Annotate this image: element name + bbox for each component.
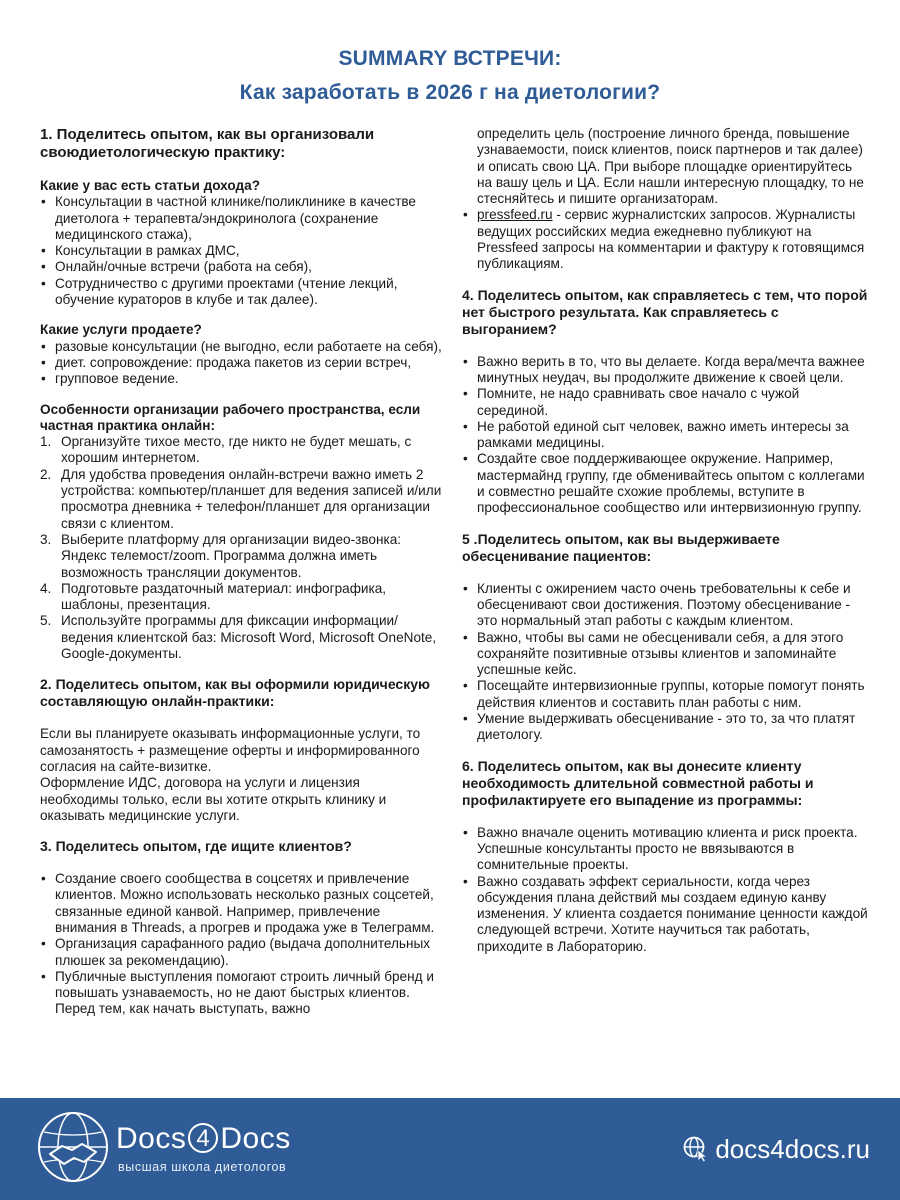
income-list <box>40 194 442 308</box>
list-item: • Онлайн/очные встречи (работа на себя), <box>40 259 442 275</box>
item-number: 2. <box>40 466 52 482</box>
list-item: • разовые консультации (не выгодно, если работаете на себя), <box>40 339 442 355</box>
list-item: • Умение выдерживать обесценивание - это то, за что платят диетологу. <box>462 711 870 744</box>
item-number: 3. <box>40 531 52 547</box>
item-number: 5. <box>40 613 52 629</box>
item-number: 4. <box>40 580 52 596</box>
section-4-heading: 4. Поделитесь опытом, как справляетесь с тем, что порой нет быстрого результата. Как справляетесь с выгоранием? <box>462 286 868 337</box>
logo-docs-text: Docs <box>116 1122 187 1155</box>
list-item: • Посещайте интервизионные группы, которые помогут понять действия клиентов и составить план работы с ним. <box>462 678 870 711</box>
item-number: 1. <box>40 434 52 450</box>
paragraph: Оформление ИДС, договора на услуги и лицензия необходимы только, если вы хотите открыть клинику и оказывать медицинские услуги. <box>40 775 387 823</box>
item-text: Подготовьте раздаточный материал: инфографика, шаблоны, презентация. <box>61 580 387 613</box>
page-header <box>0 44 900 108</box>
list-item: • Важно вначале оценить мотивацию клиента и риск проекта. Успешные консультанты просто не ввязываются в сомнительные проекты. <box>462 825 870 874</box>
section-6-heading: 6. Поделитесь опытом, как вы донесите клиенту необходимость длительной совместной работы и профилактируете его выпадение из программы: <box>462 757 814 808</box>
logo-docs-text-2: Docs <box>220 1122 291 1155</box>
list-item <box>40 467 442 532</box>
item-text: Выберите платформу для организации видео-звонка: Яндекс телемост/zoom. Программа должна иметь возможность трансляции документов. <box>61 531 402 580</box>
website-url: docs4docs.ru <box>715 1134 870 1164</box>
retention-list <box>462 825 870 955</box>
item-text: Организуйте тихое место, где никто не будет мешать, с хорошим интернетом. <box>61 434 412 466</box>
burnout-list <box>462 354 870 517</box>
list-item <box>40 532 442 581</box>
list-item: • Консультации в рамках ДМС, <box>40 243 442 259</box>
pressfeed-list <box>462 207 870 272</box>
page-subtitle: Как заработать в 2026 г на диетологии? <box>239 81 661 104</box>
list-item: определить цель (построение личного бренда, повышение узнаваемости, поиск клиентов, поиск партнеров и так далее) и описать свою ЦА. При выборе площадке ориентируйтесь на вашу цель и ЦА. Если нашли интересную площадку, то не стесняйтесь и пишите организаторам. <box>477 126 864 207</box>
list-item: • Сотрудничество с другими проектами (чтение лекций, обучение кураторов в клубе и так далее). <box>40 276 442 309</box>
services-list <box>40 339 442 388</box>
item-text: - сервис журналистских запросов. Журналисты ведущих российских медиа ежедневно публикуют на Pressfeed запросы на комментарии и фактуру к готовящимся публикациям. <box>477 207 865 272</box>
logo-four-badge: 4 <box>188 1123 218 1153</box>
paragraph: Если вы планируете оказывать информационные услуги, то самозанятость + размещение оферты и информированного согласия на сайте-визитке. <box>40 726 421 774</box>
list-item <box>40 613 442 662</box>
list-item: • Консультации в частной клинике/поликлинике в качестве диетолога + терапевта/эндокринолога (сохранение медицинского стажа), <box>40 194 442 243</box>
item-text: Для удобства проведения онлайн-встречи важно иметь 2 устройства: компьютер/планшет для ведения записей и/или просмотра дневника + телефон/планшет для организации связи с клиентом. <box>61 466 442 531</box>
section-2-body <box>40 726 442 824</box>
devaluation-list <box>462 581 870 744</box>
globe-cursor-icon <box>683 1136 709 1162</box>
list-item <box>40 581 442 614</box>
section-2-heading: 2. Поделитесь опытом, как вы оформили юридическую составляющую онлайн-практики: <box>40 676 430 710</box>
globe-handshake-icon <box>36 1110 110 1184</box>
list-item <box>462 207 870 272</box>
list-item: • Клиенты с ожирением часто очень требовательны к себе и обесценивают свои достижения. Поэтому обесценивание - это нормальный этап работы с каждым клиентом. <box>462 581 870 630</box>
list-item: • диет. сопровождение: продажа пакетов из серии встреч, <box>40 355 442 371</box>
list-item: • Важно создавать эффект сериальности, когда через обсуждения плана действий мы создаем единую канву изменения. У клиента создается понимание ценности каждой следующей встречи. Хотите научиться так работать, приходите в Лабораторию. <box>462 874 870 955</box>
list-item: • Важно, чтобы вы сами не обесценивали себя, а для этого сохраняйте позитивные отзывы клиентов и запоминайте успешные кейс. <box>462 630 870 679</box>
list-item: • групповое ведение. <box>40 371 442 387</box>
section-5-heading: 5 .Поделитесь опытом, как вы выдерживаете обесценивание пациентов: <box>462 530 780 564</box>
left-column <box>40 126 442 1018</box>
list-item: • Не работой единой сыт человек, важно иметь интересы за рамками медицины. <box>462 419 870 452</box>
list-item: • Создание своего сообщества в соцсетях и привлечение клиентов. Можно использовать несколько разных соцсетей, связанные единой канвой. Например, привлечение внимания в Threads, а прогрев и продажа уже в Телеграмм. <box>40 871 442 936</box>
list-item <box>40 434 442 467</box>
brand-logo <box>116 1122 291 1156</box>
section-1-heading: 1. Поделитесь опытом, как вы организовали своюдиетологическую практику: <box>40 126 375 161</box>
brand-tagline: высшая школа диетологов <box>118 1160 287 1174</box>
workspace-heading: Особенности организации рабочего пространства, если частная практика онлайн: <box>40 401 421 433</box>
list-item: • Помните, не надо сравнивать свое начало с чужой серединой. <box>462 386 870 419</box>
list-item: • Публичные выступления помогают строить личный бренд и повышать узнаваемость, но не дают быстрых клиентов. Перед тем, как начать выступать, важно <box>40 969 442 1018</box>
income-heading: Какие у вас есть статьи дохода? <box>40 178 261 193</box>
footer-bar <box>0 1098 900 1200</box>
clients-list <box>40 871 442 1018</box>
list-item: • Важно верить в то, что вы делаете. Когда вера/мечта важнее минутных неудач, вы продолжите движение к своей цели. <box>462 354 870 387</box>
clients-list-continued <box>462 126 870 207</box>
services-heading: Какие услуги продаете? <box>40 322 202 338</box>
list-item: • Создайте свое поддерживающее окружение. Например, мастермайнд группу, где обменивайтесь опытом с коллегами и совместно решайте схожие проблемы, вступите в профессиональное сообщество или интервизионную группу. <box>462 451 870 516</box>
workspace-list <box>40 434 442 662</box>
pressfeed-link[interactable]: pressfeed.ru <box>477 207 553 223</box>
list-item: • Организация сарафанного радио (выдача дополнительных плюшек за рекомендацию). <box>40 936 442 969</box>
item-text: Используйте программы для фиксации информации/ ведения клиентской баз: Microsoft Word, Microsoft OneNote, Google-документы. <box>61 613 437 662</box>
website-link[interactable] <box>683 1134 870 1164</box>
section-3-heading: 3. Поделитесь опытом, где ищите клиентов? <box>40 838 352 855</box>
right-column <box>462 126 870 955</box>
page-title: SUMMARY ВСТРЕЧИ: <box>338 47 562 70</box>
